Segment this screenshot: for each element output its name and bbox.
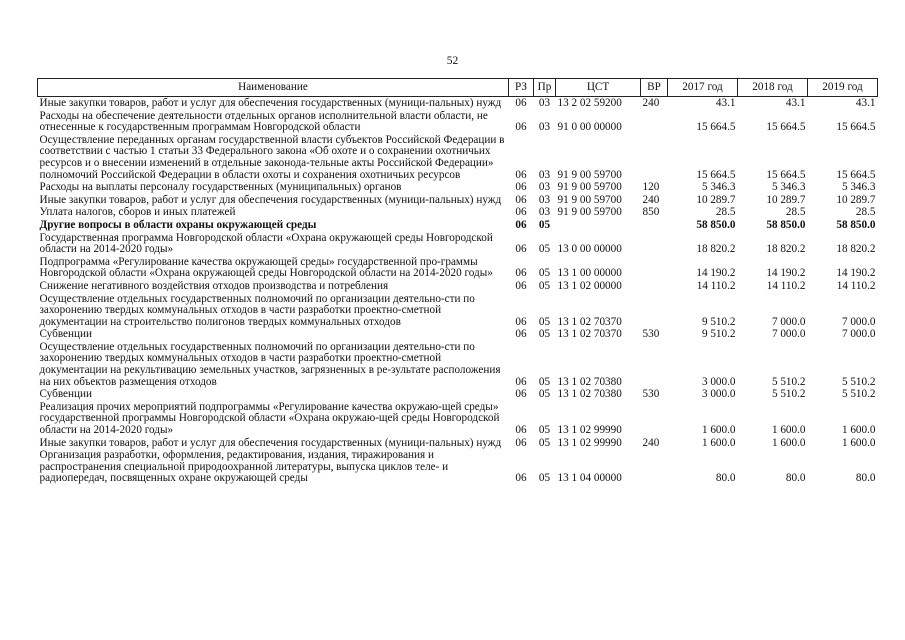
table-row — [38, 134, 878, 181]
cell-2018: 15 664.5 — [766, 168, 806, 181]
cell-2017: 15 664.5 — [696, 168, 736, 181]
cell-pr: 05 — [538, 267, 551, 280]
cell-cst: 91 9 00 59700 — [557, 168, 622, 181]
cell-pr: 03 — [538, 168, 551, 181]
cell-2019: 43.1 — [855, 97, 876, 109]
cell-vr: 240 — [642, 436, 660, 449]
cell-pr: 05 — [538, 279, 551, 292]
cell-cst: 91 9 00 59700 — [557, 193, 622, 206]
cell-2019: 5 346.3 — [841, 181, 876, 194]
cell-rz: 06 — [515, 424, 527, 437]
cell-2018: 1 600.0 — [771, 436, 806, 449]
page-number: 52 — [446, 55, 459, 67]
cell-2018: 5 346.3 — [771, 181, 806, 194]
cell-2019: 15 664.5 — [836, 121, 876, 134]
cell-cst: 13 1 02 00000 — [557, 279, 622, 292]
cell-2018: 5 510.2 — [771, 375, 806, 388]
cell-rz: 06 — [515, 97, 527, 109]
cell-rz: 06 — [515, 472, 527, 485]
cell-2019: 7 000.0 — [841, 328, 876, 341]
table-row — [38, 280, 878, 293]
cell-2018: 28.5 — [785, 206, 806, 219]
cell-name: Субвенции — [39, 328, 92, 341]
cell-2018: 14 190.2 — [766, 267, 806, 280]
table-row — [38, 110, 878, 134]
cell-vr — [641, 219, 668, 232]
cell-cst: 13 1 00 00000 — [557, 267, 622, 280]
header-cst: ЦСТ — [556, 79, 641, 97]
cell-pr: 03 — [538, 121, 551, 134]
cell-name: Реализация прочих мероприятий подпрограммы «Регулирование качества окружаю-щей среды» государственной программы Новгородской области «Охрана окружаю-щей среды Новгородской области на 2014-2020 годы» — [39, 400, 500, 437]
cell-pr: 05 — [538, 424, 551, 437]
cell-rz: 06 — [515, 121, 527, 134]
cell-cst: 13 2 02 59200 — [557, 97, 622, 109]
table-body — [38, 97, 878, 486]
cell-rz: 06 — [515, 375, 527, 388]
cell-vr: 530 — [642, 328, 660, 341]
header-name: Наименование — [38, 79, 509, 97]
header-2018: 2018 год — [738, 79, 808, 97]
cell-2017: 15 664.5 — [696, 121, 736, 134]
cell-vr — [641, 293, 668, 329]
cell-cst: 13 1 04 00000 — [557, 472, 622, 485]
cell-2018: 5 510.2 — [771, 388, 806, 401]
cell-name: Осуществление отдельных государственных полномочий по организации деятельно-сти по захоронению твердых коммунальных отходов в части разработки проектно-сметной документации на рекультивацию земельных участков, загрязненных в ре-зультате расположения на них объектов размещения отходов — [39, 340, 501, 388]
cell-pr: 05 — [538, 328, 551, 341]
cell-vr: 850 — [642, 206, 660, 219]
cell-2017: 10 289.7 — [696, 193, 736, 206]
header-row — [38, 79, 878, 97]
cell-pr: 05 — [538, 436, 551, 449]
cell-2018: 1 600.0 — [771, 424, 806, 437]
cell-name: Иные закупки товаров, работ и услуг для обеспечения государственных (муници-пальных) нужд — [39, 436, 502, 449]
cell-2019: 1 600.0 — [841, 436, 876, 449]
cell-vr: 240 — [642, 97, 660, 109]
cell-rz: 06 — [515, 388, 527, 401]
cell-cst: 13 1 02 70380 — [557, 375, 622, 388]
table-row — [38, 206, 878, 219]
budget-table — [37, 78, 878, 485]
cell-rz: 06 — [515, 206, 527, 219]
table-row — [38, 449, 878, 485]
cell-rz: 06 — [515, 243, 527, 256]
cell-2017: 9 510.2 — [701, 328, 736, 341]
cell-rz: 06 — [515, 279, 527, 292]
cell-2019: 80.0 — [855, 472, 876, 485]
cell-name: Снижение негативного воздействия отходов производства и потребления — [39, 279, 389, 292]
cell-2017: 80.0 — [715, 472, 736, 485]
cell-2018: 7 000.0 — [771, 315, 806, 328]
cell-name: Расходы на обеспечение деятельности отдельных органов исполнительной власти области, не отнесенные к государственным программам Новгородской области — [39, 109, 488, 134]
cell-name: Субвенции — [39, 388, 92, 401]
cell-vr — [641, 401, 668, 437]
cell-2017: 58 850.0 — [696, 218, 736, 231]
cell-cst: 91 9 00 59700 — [557, 206, 622, 219]
cell-pr: 03 — [538, 193, 551, 206]
cell-2019: 18 820.2 — [836, 243, 876, 256]
cell-cst: 13 1 02 70370 — [557, 315, 622, 328]
table-row — [38, 97, 878, 110]
cell-pr: 05 — [538, 315, 551, 328]
cell-vr: 240 — [642, 193, 660, 206]
table-row — [38, 341, 878, 388]
cell-2017: 43.1 — [715, 97, 736, 109]
table-row — [38, 219, 878, 232]
cell-2017: 14 110.2 — [696, 279, 736, 292]
cell-2019: 5 510.2 — [841, 388, 876, 401]
table-row — [38, 256, 878, 280]
cell-2019: 28.5 — [855, 206, 876, 219]
cell-name: Уплата налогов, сборов и иных платежей — [39, 206, 236, 219]
cell-vr — [641, 134, 668, 181]
cell-rz: 06 — [515, 267, 527, 280]
cell-pr: 05 — [538, 388, 551, 401]
header-vr: ВР — [641, 79, 668, 97]
table-row — [38, 194, 878, 207]
cell-2019: 14 190.2 — [836, 267, 876, 280]
table-row — [38, 181, 878, 194]
cell-2017: 1 600.0 — [701, 424, 736, 437]
cell-2019: 15 664.5 — [836, 168, 876, 181]
cell-pr: 03 — [538, 181, 551, 194]
cell-name: Подпрограмма «Регулирование качества окружающей среды» государственной про-граммы Новгородской области «Охрана окружающей среды Новгородской области на 2014-2020 годы» — [39, 255, 493, 280]
cell-pr: 03 — [538, 206, 551, 219]
cell-rz: 06 — [515, 168, 527, 181]
cell-rz: 06 — [515, 315, 527, 328]
cell-2018: 7 000.0 — [771, 328, 806, 341]
table-row — [38, 232, 878, 256]
cell-2017: 3 000.0 — [701, 375, 736, 388]
cell-name: Организация разработки, оформления, редактирования, издания, тиражирования и распространения специальной природоохранной литературы, выпуска циклов теле- и радиопередач, посвященных охране окружающей среды — [39, 449, 449, 485]
cell-vr — [641, 256, 668, 280]
cell-2019: 5 510.2 — [841, 375, 876, 388]
cell-rz: 06 — [515, 436, 527, 449]
cell-2019: 1 600.0 — [841, 424, 876, 437]
cell-2018: 18 820.2 — [766, 243, 806, 256]
header-rz: РЗ — [509, 79, 534, 97]
cell-2017: 3 000.0 — [701, 388, 736, 401]
cell-cst: 91 9 00 59700 — [557, 181, 622, 194]
header-pr: Пр — [534, 79, 556, 97]
cell-name: Осуществление отдельных государственных полномочий по организации деятельно-сти по захоронению твердых коммунальных отходов в части разработки проектно-сметной документации на строительство полигонов твердых коммунальных отходов — [39, 292, 475, 328]
table-row — [38, 437, 878, 450]
cell-cst: 13 1 02 70380 — [557, 388, 622, 401]
cell-cst: 13 1 02 99990 — [557, 424, 622, 437]
cell-cst: 13 1 02 70370 — [557, 328, 622, 341]
cell-cst: 13 0 00 00000 — [557, 243, 622, 256]
cell-2017: 28.5 — [715, 206, 736, 219]
cell-pr: 05 — [538, 243, 551, 256]
cell-vr — [641, 110, 668, 134]
cell-2017: 9 510.2 — [701, 315, 736, 328]
header-2019: 2019 год — [808, 79, 878, 97]
table-row — [38, 401, 878, 437]
cell-name: Расходы на выплаты персоналу государственных (муниципальных) органов — [39, 181, 402, 194]
cell-name: Иные закупки товаров, работ и услуг для обеспечения государственных (муници-пальных) нужд — [39, 193, 502, 206]
cell-name: Государственная программа Новгородской области «Охрана окружающей среды Новгородской области на 2014-2020 годы» — [39, 231, 493, 256]
cell-rz: 06 — [515, 193, 527, 206]
cell-vr — [641, 449, 668, 485]
cell-vr — [641, 280, 668, 293]
header-2017: 2017 год — [668, 79, 738, 97]
cell-cst: 91 0 00 00000 — [557, 121, 622, 134]
cell-pr: 03 — [538, 97, 551, 109]
cell-2017: 18 820.2 — [696, 243, 736, 256]
cell-2017: 5 346.3 — [701, 181, 736, 194]
cell-pr: 05 — [538, 218, 551, 231]
cell-name: Иные закупки товаров, работ и услуг для обеспечения государственных (муници-пальных) нужд — [39, 97, 502, 109]
cell-pr: 05 — [538, 375, 551, 388]
cell-2018: 14 110.2 — [766, 279, 806, 292]
cell-vr: 530 — [642, 388, 660, 401]
cell-2018: 10 289.7 — [766, 193, 806, 206]
cell-rz: 06 — [515, 218, 527, 231]
cell-rz: 06 — [515, 328, 527, 341]
cell-vr: 120 — [642, 181, 660, 194]
cell-2019: 58 850.0 — [836, 218, 876, 231]
table-row — [38, 328, 878, 341]
cell-name: Осуществление переданных органам государственной власти субъектов Российской Федерации в соответствии с частью 1 статьи 33 Федерального закона «Об охоте и о сохранении охотничьих ресурсов и о внесении изменений в отдельные законода-тельные акты Российской Федерации» полномочий Российской Федерации в области охоты и сохранения охотничьих ресурсов — [39, 133, 505, 181]
cell-2018: 15 664.5 — [766, 121, 806, 134]
table-row — [38, 293, 878, 329]
cell-2018: 58 850.0 — [766, 218, 806, 231]
cell-2017: 1 600.0 — [701, 436, 736, 449]
cell-2017: 14 190.2 — [696, 267, 736, 280]
cell-2018: 43.1 — [785, 97, 806, 109]
cell-cst: 13 1 02 99990 — [557, 436, 622, 449]
cell-vr — [641, 341, 668, 388]
cell-rz: 06 — [515, 181, 527, 194]
table-row — [38, 388, 878, 401]
cell-2019: 10 289.7 — [836, 193, 876, 206]
cell-pr: 05 — [538, 472, 551, 485]
cell-vr — [641, 232, 668, 256]
cell-cst — [556, 219, 641, 232]
cell-2018: 80.0 — [785, 472, 806, 485]
cell-2019: 14 110.2 — [836, 279, 876, 292]
cell-name: Другие вопросы в области охраны окружающей среды — [39, 218, 317, 231]
cell-2019: 7 000.0 — [841, 315, 876, 328]
